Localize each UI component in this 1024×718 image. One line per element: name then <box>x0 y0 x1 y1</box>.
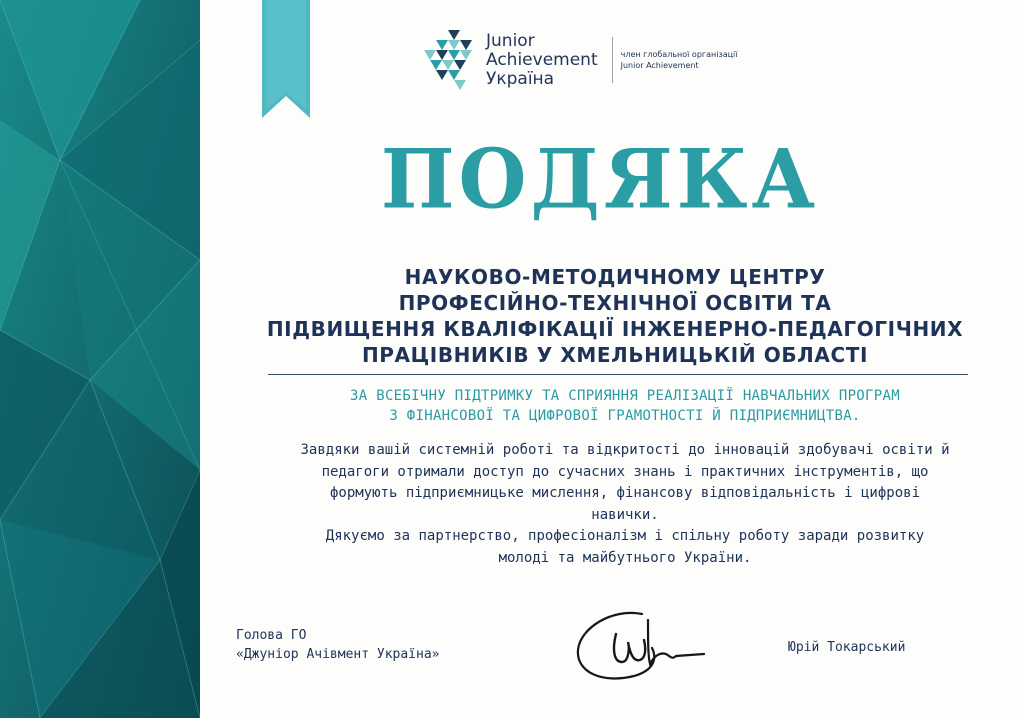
logo-member-note <box>621 49 738 71</box>
recipient-block <box>215 264 1015 368</box>
certificate-title: ПОДЯКА <box>380 131 820 228</box>
logo-name-line: Україна <box>486 68 555 89</box>
body-line: формують підприємницьке мислення, фінансову відповідальність і цифрові <box>329 485 920 501</box>
signer-name: Юрій Токарський <box>788 640 906 655</box>
logo-wordmark <box>486 32 598 89</box>
signer-position <box>236 626 440 664</box>
logo-divider <box>612 37 613 83</box>
logo-name-line: Achievement <box>486 49 598 70</box>
junior-achievement-logo <box>414 24 794 96</box>
recipient-line: ПРОФЕСІЙНО-ТЕХНІЧНОЇ ОСВІТИ ТА <box>398 291 832 315</box>
recipient-line: НАУКОВО-МЕТОДИЧНОМУ ЦЕНТРУ <box>404 265 826 289</box>
signer-position-line: «Джуніор Ачівмент Україна» <box>236 647 440 662</box>
body-line: навички. <box>591 506 659 523</box>
body-line: Завдяки вашій системній роботі та відкритості до інновацій здобувачі освіти й <box>300 442 950 458</box>
reason-line: З ФІНАНСОВОЇ ТА ЦИФРОВОЇ ГРАМОТНОСТІ Й ПІДПРИЄМНИЦТВА. <box>389 408 861 424</box>
body-line: Дякуємо за партнерство, професіоналізм і спільну роботу заради розвитку <box>325 528 925 544</box>
member-note-line: член глобальної організації <box>620 50 738 59</box>
body-line: молоді та майбутнього України. <box>498 549 752 566</box>
body-text <box>230 440 1020 569</box>
logo-triangles-icon <box>414 28 478 92</box>
signer-position-line: Голова ГО <box>236 628 307 643</box>
reason-block <box>230 386 1020 426</box>
divider-line <box>268 374 968 375</box>
logo-name-line: Junior <box>486 30 535 51</box>
member-note-line: Junior Achievement <box>620 61 699 70</box>
reason-line: ЗА ВСЕБІЧНУ ПІДТРИМКУ ТА СПРИЯННЯ РЕАЛІЗАЦІЇ НАВЧАЛЬНИХ ПРОГРАМ <box>350 388 900 404</box>
body-line: педагоги отримали доступ до сучасних знань і практичних інструментів, що <box>321 463 929 480</box>
recipient-line: ПІДВИЩЕННЯ КВАЛІФІКАЦІЇ ІНЖЕНЕРНО-ПЕДАГОГІЧНИХ <box>266 317 964 341</box>
handwritten-signature <box>572 604 712 688</box>
recipient-line: ПРАЦІВНИКІВ У ХМЕЛЬНИЦЬКІЙ ОБЛАСТІ <box>361 343 869 367</box>
ribbon-bookmark <box>262 0 310 118</box>
decorative-side-panel <box>0 0 200 718</box>
